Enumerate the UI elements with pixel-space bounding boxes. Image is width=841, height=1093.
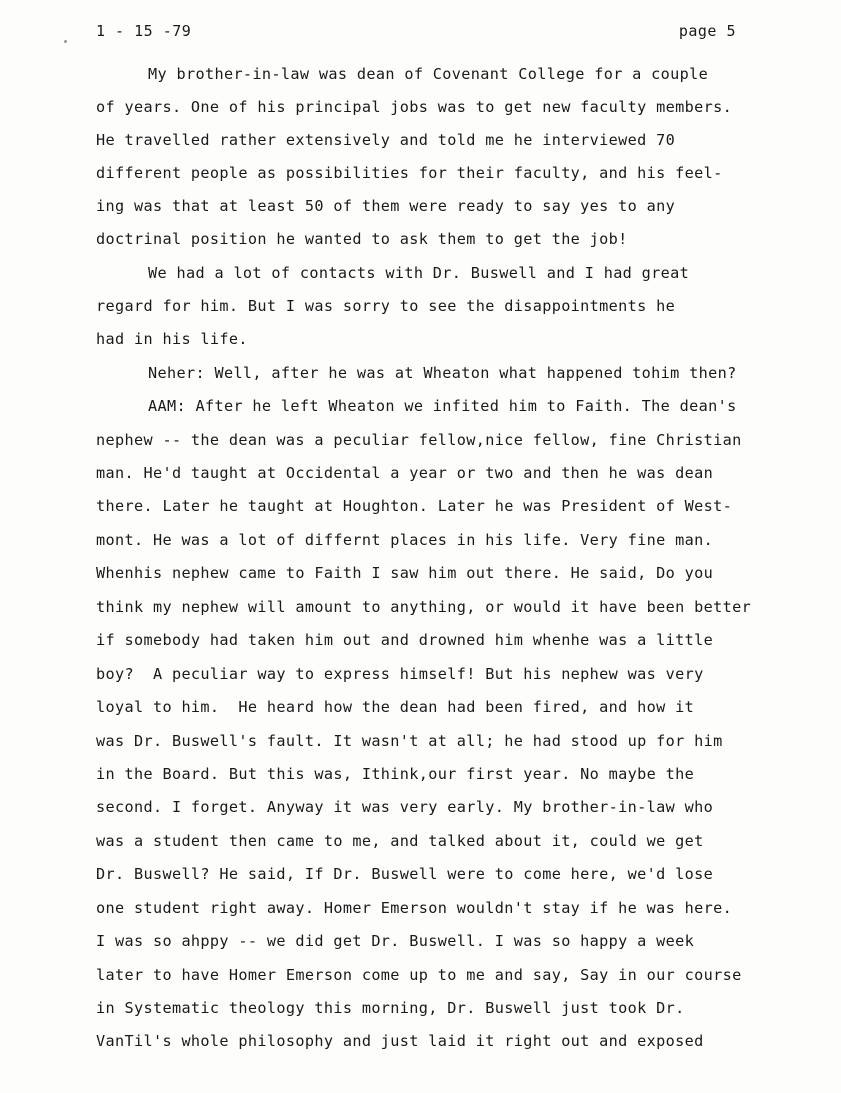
- text-line: He travelled rather extensively and told me he interviewed 70: [96, 131, 676, 149]
- text-line: Dr. Buswell? He said, If Dr. Buswell were to come here, we'd lose: [96, 865, 714, 883]
- text-line: second. I forget. Anyway it was very early. My brother-in-law who: [96, 798, 714, 816]
- page-header: [96, 22, 736, 44]
- text-line: VanTil's whole philosophy and just laid it right out and exposed: [96, 1032, 704, 1050]
- text-line: was a student then came to me, and talked about it, could we get: [96, 832, 704, 850]
- text-line: boy? A peculiar way to express himself! But his nephew was very: [96, 665, 704, 683]
- text-line: regard for him. But I was sorry to see the disappointments he: [96, 297, 676, 315]
- scan-speck: [64, 40, 67, 43]
- text-line: one student right away. Homer Emerson wouldn't stay if he was here.: [96, 899, 733, 917]
- text-line: in the Board. But this was, Ithink,our first year. No maybe the: [96, 765, 695, 783]
- text-line: We had a lot of contacts with Dr. Buswell and I had great: [148, 264, 690, 282]
- text-line: in Systematic theology this morning, Dr. Buswell just took Dr.: [96, 999, 685, 1017]
- header-date: 1 - 15 -79: [96, 22, 192, 40]
- text-line: there. Later he taught at Houghton. Later he was President of West-: [96, 497, 733, 515]
- text-line: nephew -- the dean was a peculiar fellow,nice fellow, fine Christian: [96, 431, 742, 449]
- text-line: think my nephew will amount to anything, or would it have been better: [96, 598, 752, 616]
- text-line: different people as possibilities for their faculty, and his feel-: [96, 164, 723, 182]
- text-line: if somebody had taken him out and drowned him whenhe was a little: [96, 631, 714, 649]
- text-line: Whenhis nephew came to Faith I saw him out there. He said, Do you: [96, 564, 714, 582]
- header-page-number: page 5: [678, 22, 736, 40]
- text-line: doctrinal position he wanted to ask them to get the job!: [96, 230, 628, 248]
- text-line: ing was that at least 50 of them were ready to say yes to any: [96, 197, 676, 215]
- text-line: I was so ahppy -- we did get Dr. Buswell. I was so happy a week: [96, 932, 695, 950]
- text-line: of years. One of his principal jobs was to get new faculty members.: [96, 98, 733, 116]
- text-line: My brother-in-law was dean of Covenant College for a couple: [148, 65, 709, 83]
- text-line: had in his life.: [96, 330, 248, 348]
- text-line: Neher: Well, after he was at Wheaton what happened tohim then?: [148, 364, 737, 382]
- text-line: later to have Homer Emerson come up to me and say, Say in our course: [96, 966, 742, 984]
- text-line: AAM: After he left Wheaton we infited him to Faith. The dean's: [148, 397, 737, 415]
- text-line: mont. He was a lot of differnt places in his life. Very fine man.: [96, 531, 714, 549]
- text-line: loyal to him. He heard how the dean had been fired, and how it: [96, 698, 695, 716]
- text-line: was Dr. Buswell's fault. It wasn't at all; he had stood up for him: [96, 732, 723, 750]
- text-line: man. He'd taught at Occidental a year or two and then he was dean: [96, 464, 714, 482]
